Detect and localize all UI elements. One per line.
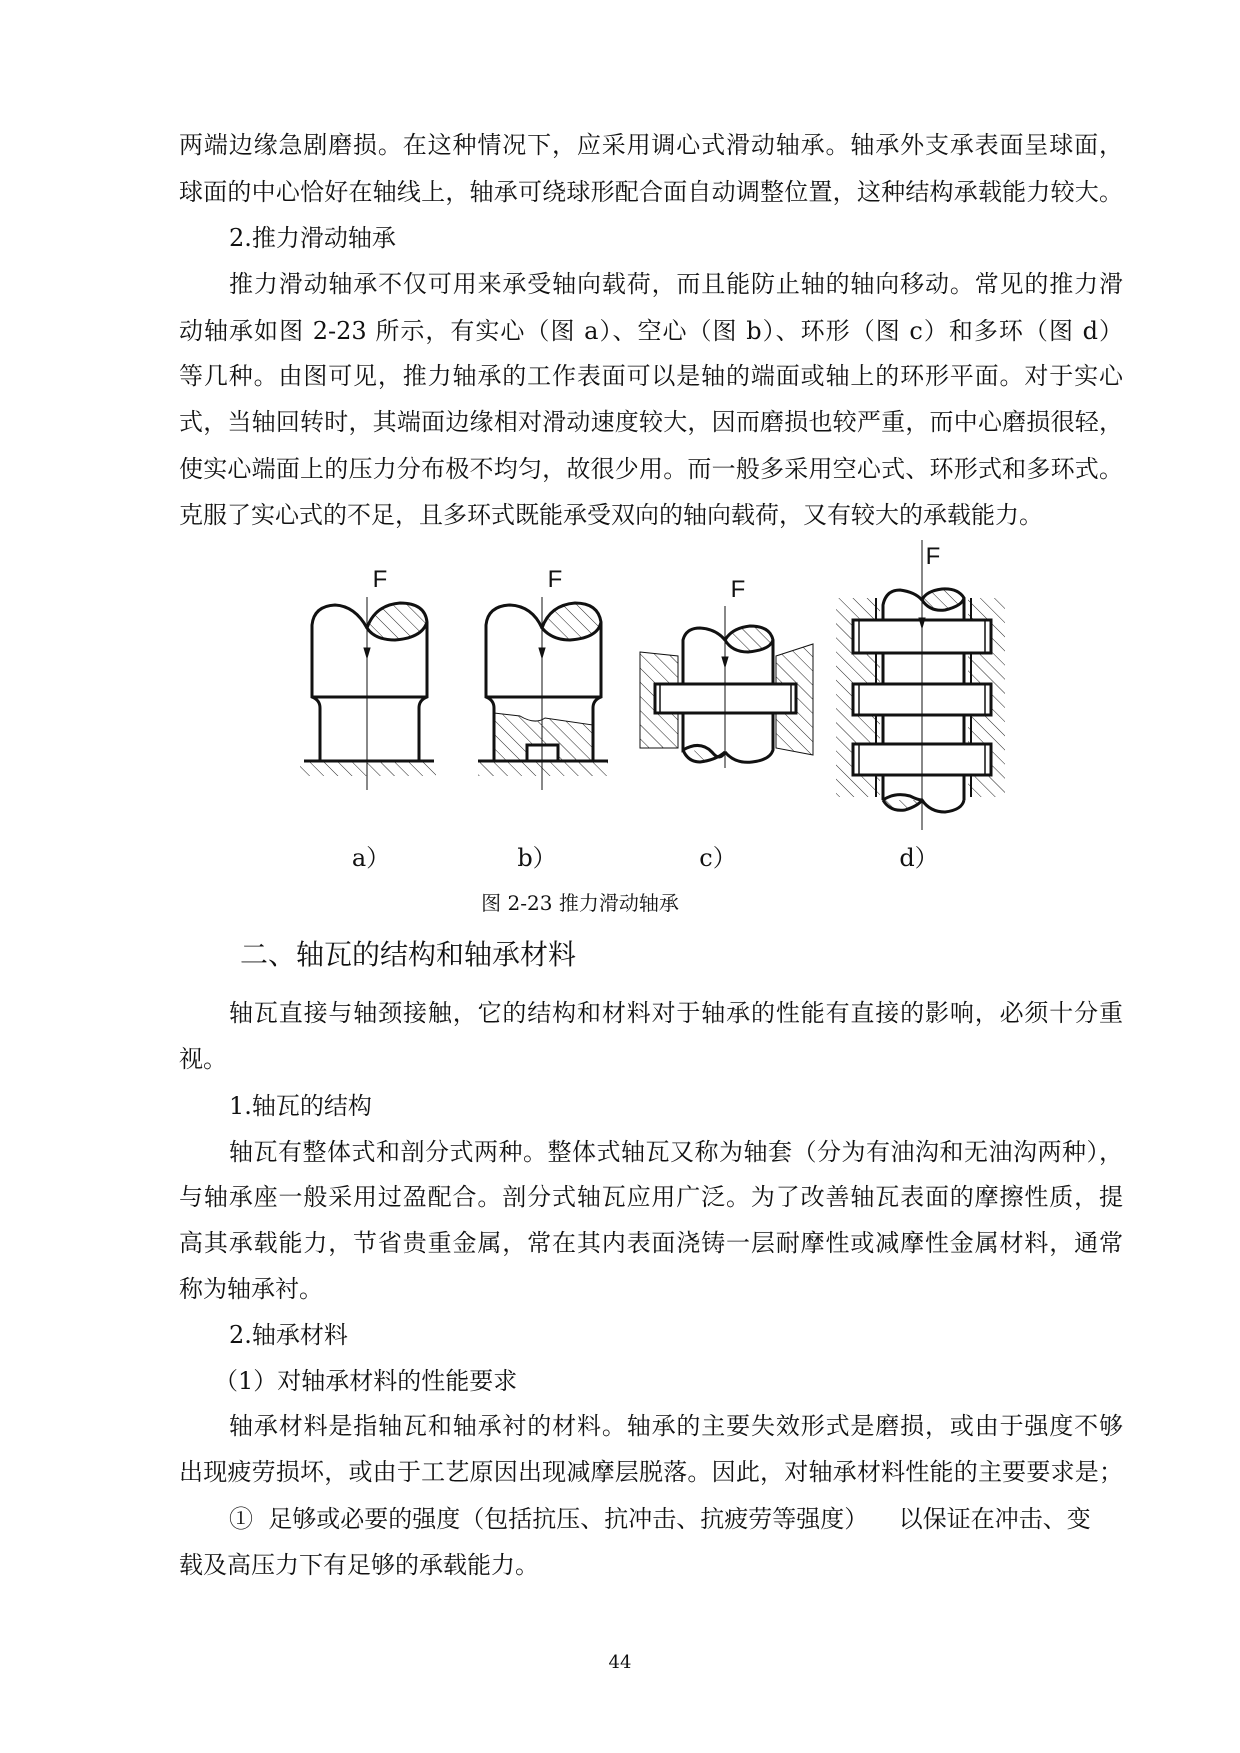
figure-b-hollow-bearing [478,597,608,790]
text-line: 轴瓦直接与轴颈接触，它的结构和材料对于轴承的性能有直接的影响，必须十分重 [229,999,1123,1027]
text-line: 视。 [179,1045,227,1073]
text-line: 高其承载能力，节省贵重金属，常在其内表面浇铸一层耐摩性或减摩性金属材料，通常 [179,1229,1123,1257]
text-line: 动轴承如图 2-23 所示，有实心（图 a）、空心（图 b）、环形（图 c）和多环（图 d） [179,317,1123,345]
text-line: 推力滑动轴承不仅可用来承受轴向载荷，而且能防止轴的轴向移动。常见的推力滑 [229,270,1123,298]
figure-label-d: d） [899,844,939,872]
subheading-thrust-bearing: 2.推力滑动轴承 [229,224,396,252]
text-line: 两端边缘急剧磨损。在这种情况下，应采用调心式滑动轴承。轴承外支承表面呈球面， [179,131,1123,159]
force-label-b: F [547,566,563,593]
figure-a-solid-bearing [300,597,436,790]
text-line: 出现疲劳损坏，或由于工艺原因出现减摩层脱落。因此，对轴承材料性能的主要要求是； [179,1458,1123,1486]
text-line: 载及高压力下有足够的承载能力。 [179,1551,539,1579]
force-label-a: F [372,566,388,593]
text-line: 轴瓦有整体式和剖分式两种。整体式轴瓦又称为轴套（分为有油沟和无油沟两种）， [229,1138,1123,1166]
figure-label-a: a） [351,844,391,872]
text-line: 球面的中心恰好在轴线上，轴承可绕球形配合面自动调整位置，这种结构承载能力较大。 [179,178,1123,206]
figure-caption: 图 2-23 推力滑动轴承 [481,891,679,915]
figure-label-c: c） [699,844,737,872]
force-label-d: F [925,543,941,570]
text-line: 式，当轴回转时，其端面边缘相对滑动速度较大，因而磨损也较严重，而中心磨损很轻， [179,408,1123,436]
force-label-c: F [730,576,746,603]
text-line: ① 足够或必要的强度（包括抗压、抗冲击、抗疲劳等强度） 以保证在冲击、变 [229,1505,1091,1533]
figure-d-multi-collar-bearing [836,540,1005,830]
section-heading: 二、轴瓦的结构和轴承材料 [240,938,577,971]
text-line: 与轴承座一般采用过盈配合。剖分式轴瓦应用广泛。为了改善轴瓦表面的摩擦性质，提 [179,1183,1123,1211]
text-line: 称为轴承衬。 [179,1275,323,1303]
subheading-material-requirements: （1）对轴承材料的性能要求 [214,1367,518,1395]
text-line: 使实心端面上的压力分布极不均匀，故很少用。而一般多采用空心式、环形式和多环式。 [179,455,1123,483]
subheading-bush-structure: 1.轴瓦的结构 [229,1092,372,1120]
subheading-bearing-material: 2.轴承材料 [229,1321,348,1349]
text-line: 等几种。由图可见，推力轴承的工作表面可以是轴的端面或轴上的环形平面。对于实心 [179,362,1123,390]
figure-label-b: b） [517,844,557,872]
page-number: 44 [608,1652,632,1673]
text-line: 克服了实心式的不足，且多环式既能承受双向的轴向载荷，又有较大的承载能力。 [179,501,1043,529]
figure-c-collar-bearing [640,606,813,768]
text-line: 轴承材料是指轴瓦和轴承衬的材料。轴承的主要失效形式是磨损，或由于强度不够 [229,1412,1123,1440]
